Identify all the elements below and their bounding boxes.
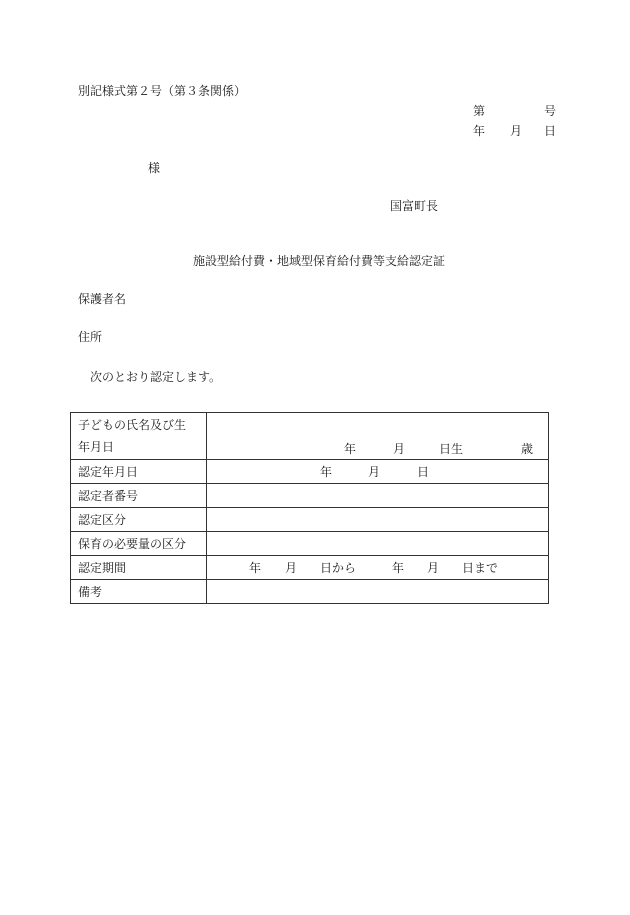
cert-number-label: 認定者番号	[71, 484, 207, 508]
intro-text: 次のとおり認定します。	[90, 370, 222, 384]
child-value-cell	[207, 413, 549, 460]
issuer-name: 国富町長	[390, 199, 439, 213]
table-row-cert-date	[71, 460, 549, 484]
remarks-value-cell	[207, 580, 549, 604]
table-row-remarks	[71, 580, 549, 604]
cert-date-label: 認定年月日	[71, 460, 207, 484]
period-to-month: 月	[427, 561, 440, 575]
table-row-cert-category	[71, 508, 549, 532]
cert-date-year: 年	[320, 465, 333, 479]
child-birth-day: 日生	[439, 442, 464, 456]
period-value-cell	[207, 556, 549, 580]
child-label-line2: 年月日	[78, 440, 115, 454]
child-label-cell	[71, 413, 207, 460]
issue-date-year: 年	[473, 124, 486, 138]
child-birth-month: 月	[393, 442, 406, 456]
care-need-value-cell	[207, 532, 549, 556]
child-birth-year: 年	[344, 442, 357, 456]
issue-number-suffix: 号	[544, 104, 557, 118]
cert-date-day: 日	[417, 465, 430, 479]
document-title: 施設型給付費・地域型保育給付費等支給認定証	[193, 254, 446, 268]
child-age: 歳	[521, 442, 534, 456]
period-label: 認定期間	[71, 556, 207, 580]
period-from-day: 日から	[320, 561, 357, 575]
cert-category-value-cell	[207, 508, 549, 532]
period-to-day: 日まで	[462, 561, 499, 575]
period-to-year: 年	[392, 561, 405, 575]
table-row-care-need	[71, 532, 549, 556]
table-row-child	[71, 413, 549, 460]
period-from-year: 年	[249, 561, 262, 575]
issue-date-month: 月	[510, 124, 523, 138]
address-label: 住所	[78, 330, 103, 344]
cert-date-month: 月	[368, 465, 381, 479]
form-number: 別記様式第２号（第３条関係）	[78, 84, 247, 98]
care-need-label: 保育の必要量の区分	[71, 532, 207, 556]
cert-category-label: 認定区分	[71, 508, 207, 532]
cert-date-value-cell	[207, 460, 549, 484]
certificate-table	[70, 412, 549, 604]
guardian-name-label: 保護者名	[78, 292, 127, 306]
cert-number-value-cell	[207, 484, 549, 508]
recipient-honorific: 様	[148, 161, 161, 175]
issue-number-prefix: 第	[473, 104, 486, 118]
table-row-cert-number	[71, 484, 549, 508]
table-row-period	[71, 556, 549, 580]
child-label-line1: 子どもの氏名及び生	[78, 418, 187, 432]
remarks-label: 備考	[71, 580, 207, 604]
issue-date-day: 日	[544, 124, 557, 138]
period-from-month: 月	[285, 561, 298, 575]
